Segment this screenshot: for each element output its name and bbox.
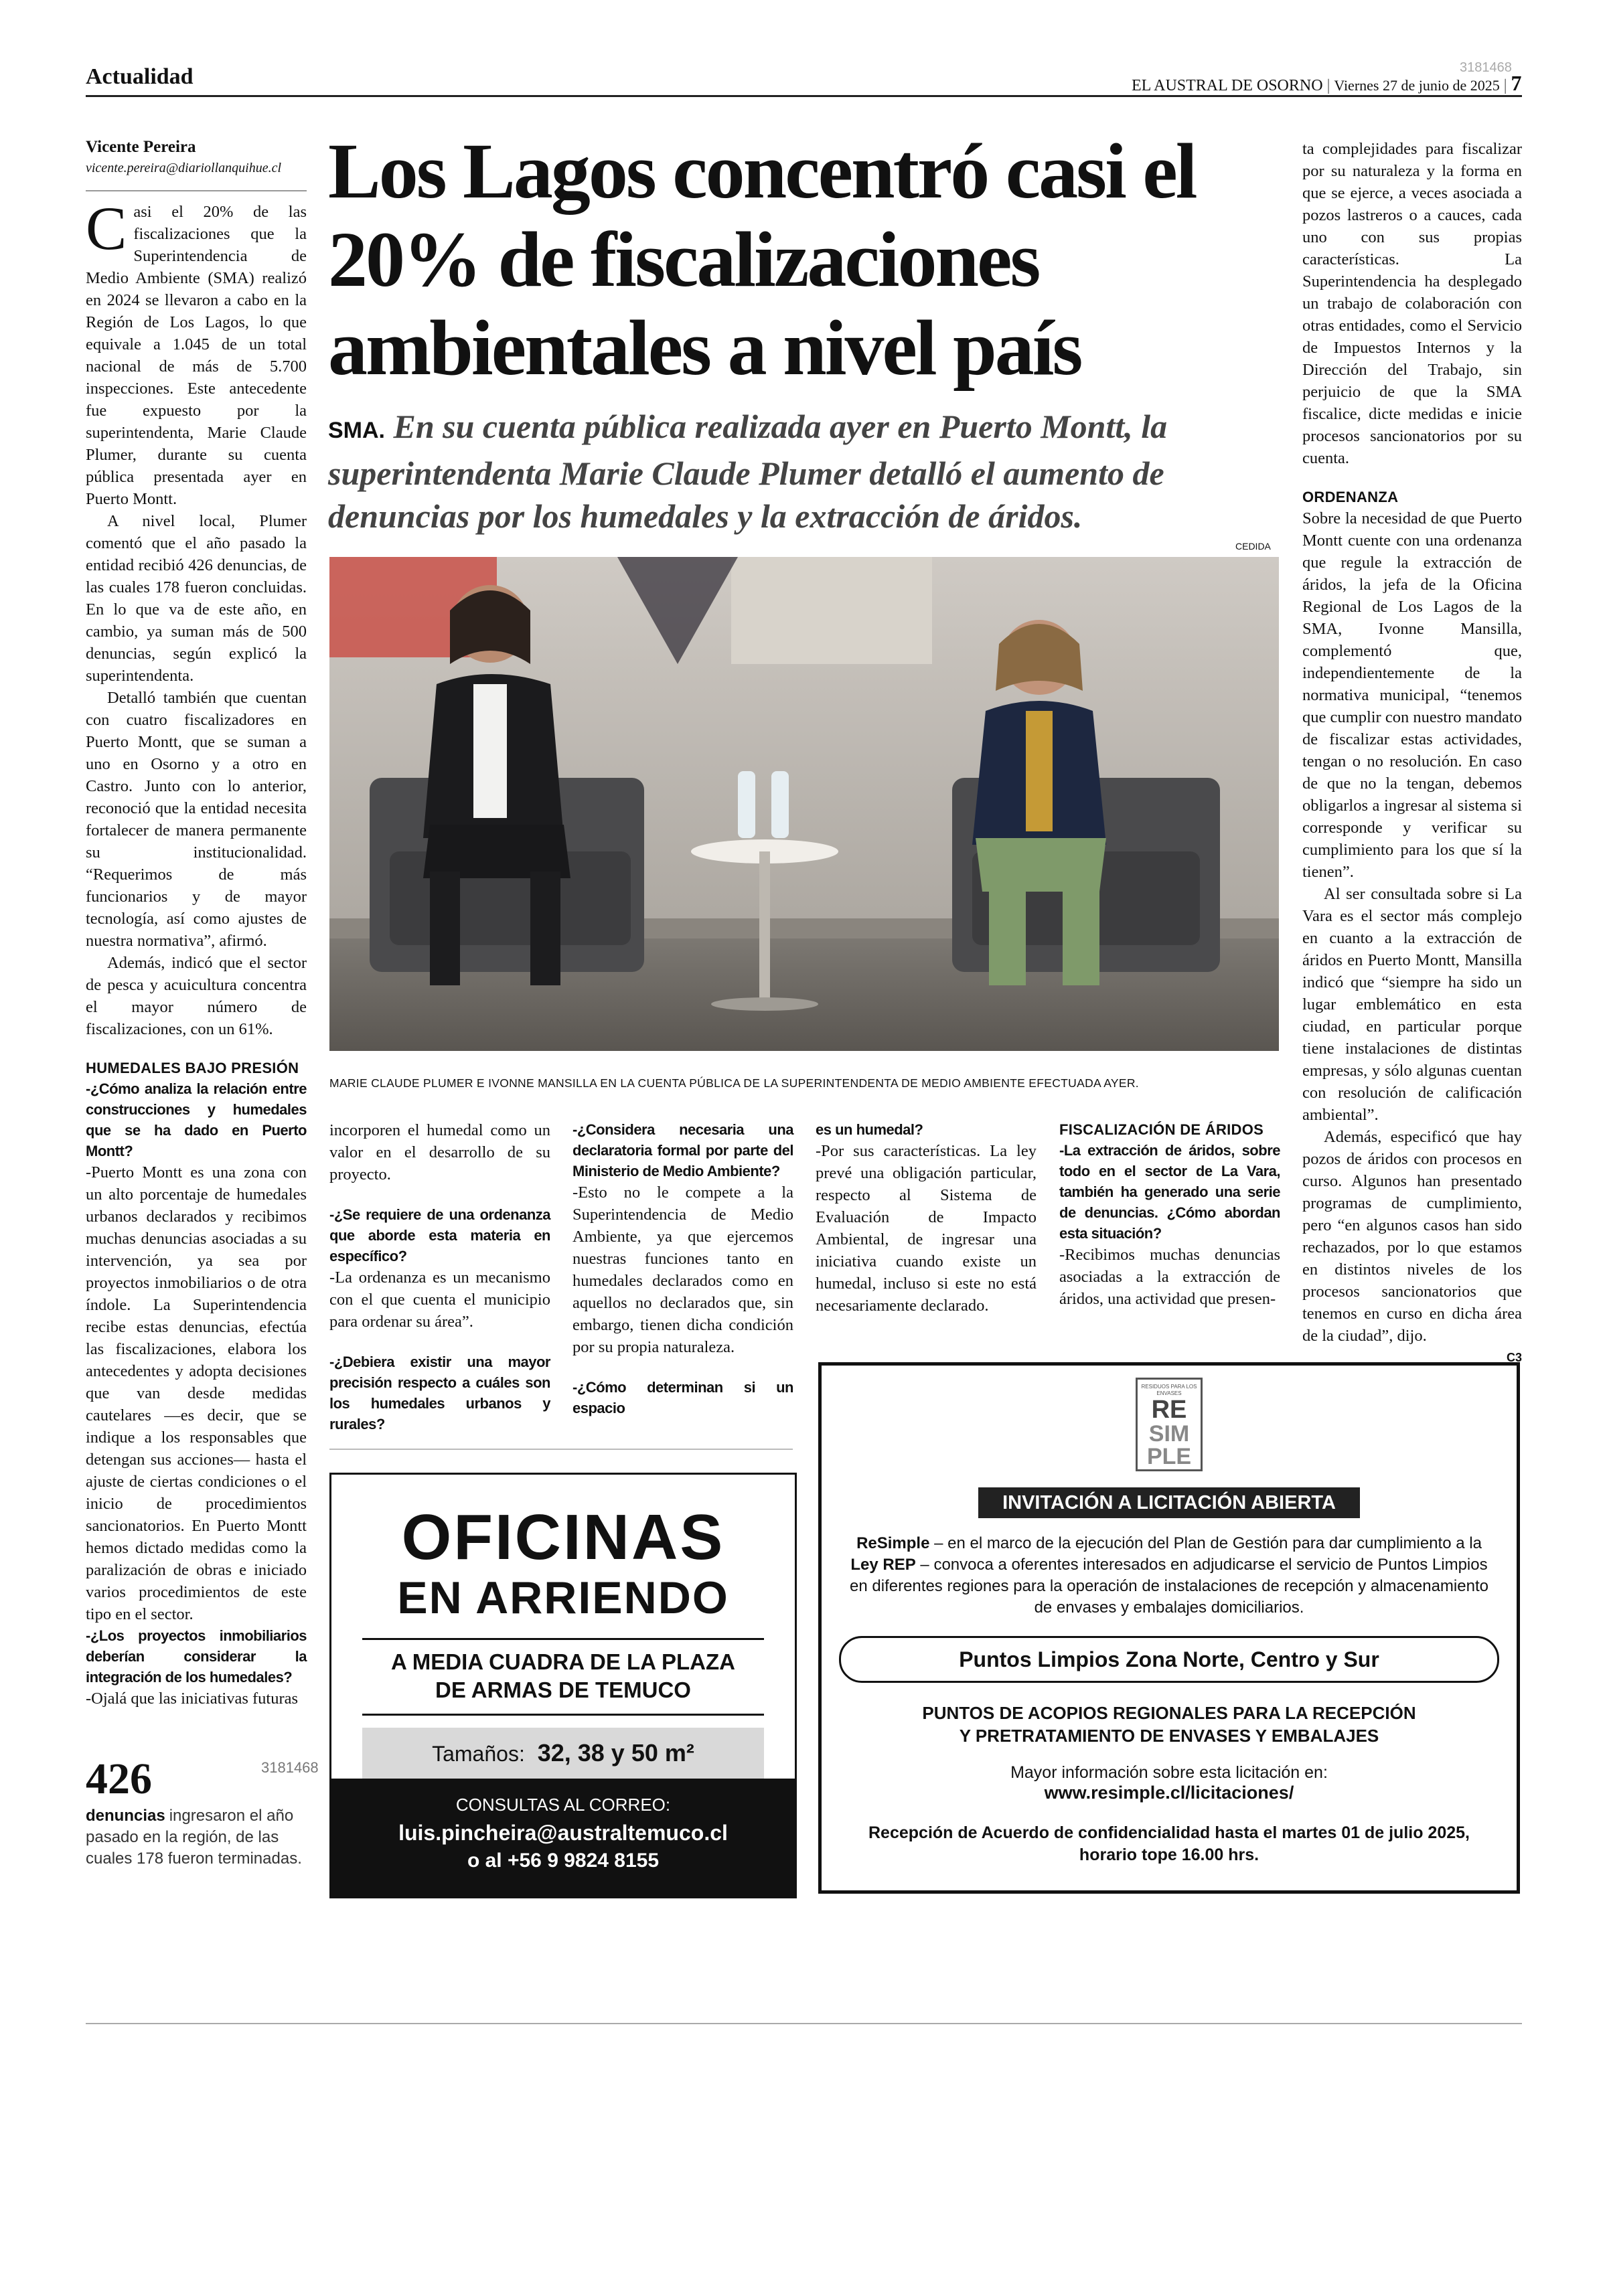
bottom-rule <box>86 2023 1522 2024</box>
column-6 <box>1302 138 1522 1369</box>
section-title: Actualidad <box>86 64 194 89</box>
stamp-id-mid: 3181468 <box>261 1759 319 1776</box>
ad-resimple <box>818 1362 1520 1894</box>
publication-date: Viernes 27 de junio de 2025 <box>1334 77 1500 94</box>
question: -¿Cómo determinan si un espacio <box>572 1379 793 1416</box>
resimple-info-label: Mayor información sobre esta licitación en: <box>1010 1763 1328 1782</box>
column-rule <box>329 1449 793 1450</box>
ad-oficinas-location2: DE ARMAS DE TEMUCO <box>435 1677 691 1702</box>
photo-credit: CEDIDA <box>1235 541 1271 552</box>
lead-text: En su cuenta pública realizada ayer en Puerto Montt, la superintendenta Marie Claude Plumer detalló el aumento de denuncias por los humedales y la extracción de áridos. <box>328 408 1168 535</box>
ad-oficinas-location1: A MEDIA CUADRA DE LA PLAZA <box>391 1649 735 1674</box>
question: -¿Considera necesaria una declaratoria formal por parte del Ministerio de Medio Ambiente? <box>572 1121 793 1179</box>
byline-rule <box>86 190 307 191</box>
photo-caption: MARIE CLAUDE PLUMER E IVONNE MANSILLA EN LA CUENTA PÚBLICA DE LA SUPERINTENDENTA DE MEDIO AMBIENTE EFECTUADA AYER. <box>329 1076 1139 1090</box>
column-2 <box>329 1119 550 1434</box>
ad-oficinas-title2: EN ARRIENDO <box>397 1572 729 1623</box>
ad-oficinas-title1: OFICINAS <box>401 1501 725 1573</box>
question: -¿Se requiere de una ordenanza que aborde esta materia en específico? <box>329 1206 550 1264</box>
column-1 <box>86 194 307 1710</box>
resimple-pill: Puntos Limpios Zona Norte, Centro y Sur <box>839 1636 1499 1683</box>
stat-number: 426 <box>86 1754 152 1803</box>
question: -¿Los proyectos inmobiliarios deberían considerar la integración de los humedales? <box>86 1627 307 1686</box>
ad-oficinas-email[interactable]: luis.pincheira@australtemuco.cl <box>398 1821 728 1845</box>
answer: -Recibimos muchas denuncias asociadas a la extracción de áridos, una actividad que presen- <box>1059 1246 1280 1308</box>
resimple-logo: RESIDUOS PARA LOS ENVASES RE SIM PLE <box>1136 1378 1203 1471</box>
paragraph: Además, indicó que el sector de pesca y acuicultura concentra el mayor número de fiscalizaciones, con un 61%. <box>86 954 307 1038</box>
answer: -Esto no le compete a la Superintendencia de Medio Ambiente, ya que ejercemos nuestras funciones tanto en humedales declarados como en aquellos no declarados que, sin embargo, tienen dicha condición por su propia naturaleza. <box>572 1183 793 1356</box>
answer: -Por sus características. La ley prevé una obligación particular, respecto al Sistema de Evaluación de Impacto Ambiental, de ingresar una iniciativa cuando existe un humedal, incluso si este no está necesariamente declarado. <box>816 1142 1037 1315</box>
stamp-id-top: 3181468 <box>1460 60 1512 75</box>
article-photo <box>329 557 1279 1051</box>
lead-paragraph <box>328 405 1279 538</box>
headline: Los Lagos concentró casi el 20% de fiscalizaciones ambientales a nivel país <box>328 127 1196 392</box>
question: -¿Debiera existir una mayor precisión respecto a cuáles son los humedales urbanos y rurales? <box>329 1354 550 1432</box>
subhead-ordenanza: ORDENANZA <box>1302 489 1399 505</box>
author-name: Vicente Pereira <box>86 138 196 156</box>
resimple-banner: INVITACIÓN A LICITACIÓN ABIERTA <box>978 1487 1360 1518</box>
question: -La extracción de áridos, sobre todo en el sector de La Vara, también ha generado una serie de denuncias. ¿Cómo abordan esta situación? <box>1059 1142 1280 1242</box>
header-rule <box>86 95 1522 97</box>
end-mark: C3 <box>1506 1351 1522 1364</box>
subhead-humedales: HUMEDALES BAJO PRESIÓN <box>86 1060 299 1076</box>
resimple-url[interactable]: www.resimple.cl/licitaciones/ <box>1044 1783 1294 1803</box>
answer: -Puerto Montt es una zona con un alto porcentaje de humedales urbanos declarados y recibimos muchas denuncias asociadas a su intervención, ya sea por proyectos inmobiliarios o de otra índole. La Superintendencia recibe estas denuncias, efectúa las fiscalizaciones, elabora los antecedentes y adopta decisiones que van desde medidas cautelares —es decir, que se indique a los responsables que detengan sus acciones— hasta el ajuste de ciertas condiciones o el inicio de procedimientos sancionatorios. En Puerto Montt hemos dictado medidas como la paralización de obras e iniciado varios procedimientos de este tipo en el sector. <box>86 1163 307 1623</box>
column-5 <box>1059 1119 1280 1310</box>
paragraph: ta complejidades para fiscalizar por su naturaleza y la forma en que se ejerce, a veces asociada a pozos lastreros o a cauces, cada uno con sus propias características. La Superintendencia ha desplegado un trabajo de colaboración con otras entidades, como el Servicio de Impuestos Internos y la Dirección del Trabajo, sin perjuicio de que la SMA fiscalice, dicte medidas e inicie procesos sancionatorios por su cuenta. <box>1302 140 1522 467</box>
question: -¿Cómo analiza la relación entre construcciones y humedales que se ha dado en Puerto Montt? <box>86 1080 307 1159</box>
paragraph: Al ser consultada sobre si La Vara es el sector más complejo en cuanto a la extracción de áridos en Puerto Montt, Mansilla indicó que “siempre ha sido un lugar emblemático en esta ciudad, en particular porque tiene instalaciones de distintas empresas, y sólo algunas cuentan con resolución de calificación ambiental”. <box>1302 885 1522 1124</box>
question: es un humedal? <box>816 1121 923 1138</box>
publication-line: EL AUSTRAL DE OSORNO | Viernes 27 de junio de 2025 | 7 <box>1132 71 1522 95</box>
stat-text: denuncias ingresaron el año pasado en la región, de las cuales 178 fueron terminadas. <box>86 1807 302 1868</box>
publication-name: EL AUSTRAL DE OSORNO <box>1132 77 1323 94</box>
lead-tag: SMA. <box>328 418 385 443</box>
ad-oficinas <box>329 1473 797 1898</box>
paragraph: Además, especificó que hay pozos de áridos con procesos en curso. Algunos han presentado programas de cumplimiento, pero “en algunos casos han sido rechazados, por lo que estamos en distintos niveles de los procesos sancionatorios que tenemos en curso en dicha área de la ciudad”, dijo. <box>1302 1128 1522 1345</box>
answer: incorporen el humedal como un valor en el desarrollo de su proyecto. <box>329 1121 550 1183</box>
dropcap: C <box>86 194 127 262</box>
ad-oficinas-contact: CONSULTAS AL CORREO: luis.pincheira@australtemuco.cl o al +56 9 9824 8155 <box>331 1779 795 1896</box>
author-email: vicente.pereira@diariollanquihue.cl <box>86 161 282 175</box>
column-3 <box>572 1119 793 1418</box>
answer: -La ordenanza es un mecanismo con el que cuenta el municipio para ordenar su área”. <box>329 1268 550 1331</box>
paragraph: Sobre la necesidad de que Puerto Montt cuente con una ordenanza que regule la extracción de áridos, la jefa de la Oficina Regional de Los Lagos de la SMA, Ivonne Mansilla, complementó que, independientemente de la normativa municipal, “tenemos que cumplir con nuestro mandato de fiscalizar estas actividades, tengan o no resolución. En caso de que no la tengan, debemos obligarlos a ingresar al sistema si corresponde y verificar su cumplimiento para los que sí la tienen”. <box>1302 509 1522 881</box>
answer: -Ojalá que las iniciativas futuras <box>86 1690 299 1708</box>
photo-scene <box>329 557 1279 1051</box>
page-number: 7 <box>1511 71 1522 95</box>
paragraph: Casi el 20% de las fiscalizaciones que la Superintendencia de Medio Ambiente (SMA) realizó en 2024 se llevaron a cabo en la Región de Los Lagos, lo que equivale a 1.045 de un total nacional de más de 5.700 inspecciones. Este antecedente fue expuesto por la superintendenta, Marie Claude Plumer, durante su cuenta pública presentada ayer en Puerto Montt. <box>86 194 307 508</box>
ad-oficinas-phone: o al +56 9 9824 8155 <box>467 1850 660 1872</box>
column-4 <box>816 1119 1037 1317</box>
byline <box>86 138 300 176</box>
ad-oficinas-sizes: Tamaños: 32, 38 y 50 m² <box>362 1728 764 1779</box>
subhead-aridos: FISCALIZACIÓN DE ÁRIDOS <box>1059 1121 1264 1138</box>
paragraph: A nivel local, Plumer comentó que el año pasado la entidad recibió 426 denuncias, de las cuales 178 fueron concluidas. En lo que va de este año, en cambio, ya suman más de 500 denuncias, según explicó la superintendenta. <box>86 512 307 685</box>
resimple-heading: PUNTOS DE ACOPIOS REGIONALES PARA LA RECEPCIÓN Y PRETRATAMIENTO DE ENVASES Y EMBALAJES <box>922 1703 1416 1746</box>
resimple-intro: ReSimple – en el marco de la ejecución del Plan de Gestión para dar cumplimiento a la Ley REP – convoca a oferentes interesados en adjudicarse el servicio de Puntos Limpios en diferentes regiones para la operación de instalaciones de recepción y almacenamiento de envases y embalajes domiciliarios. <box>850 1534 1488 1617</box>
resimple-deadline: Recepción de Acuerdo de confidencialidad hasta el martes 01 de julio 2025, horario tope 16.00 hrs. <box>868 1823 1470 1864</box>
paragraph: Detalló también que cuentan con cuatro fiscalizadores en Puerto Montt, que se suman a uno en Osorno y a otro en Castro. Junto con lo anterior, reconoció que la entidad necesita fortalecer de manera permanente su institucionalidad. “Requerimos de más funcionarios y de mayor tecnología, así como ajustes de nuestra normativa”, afirmó. <box>86 689 307 950</box>
